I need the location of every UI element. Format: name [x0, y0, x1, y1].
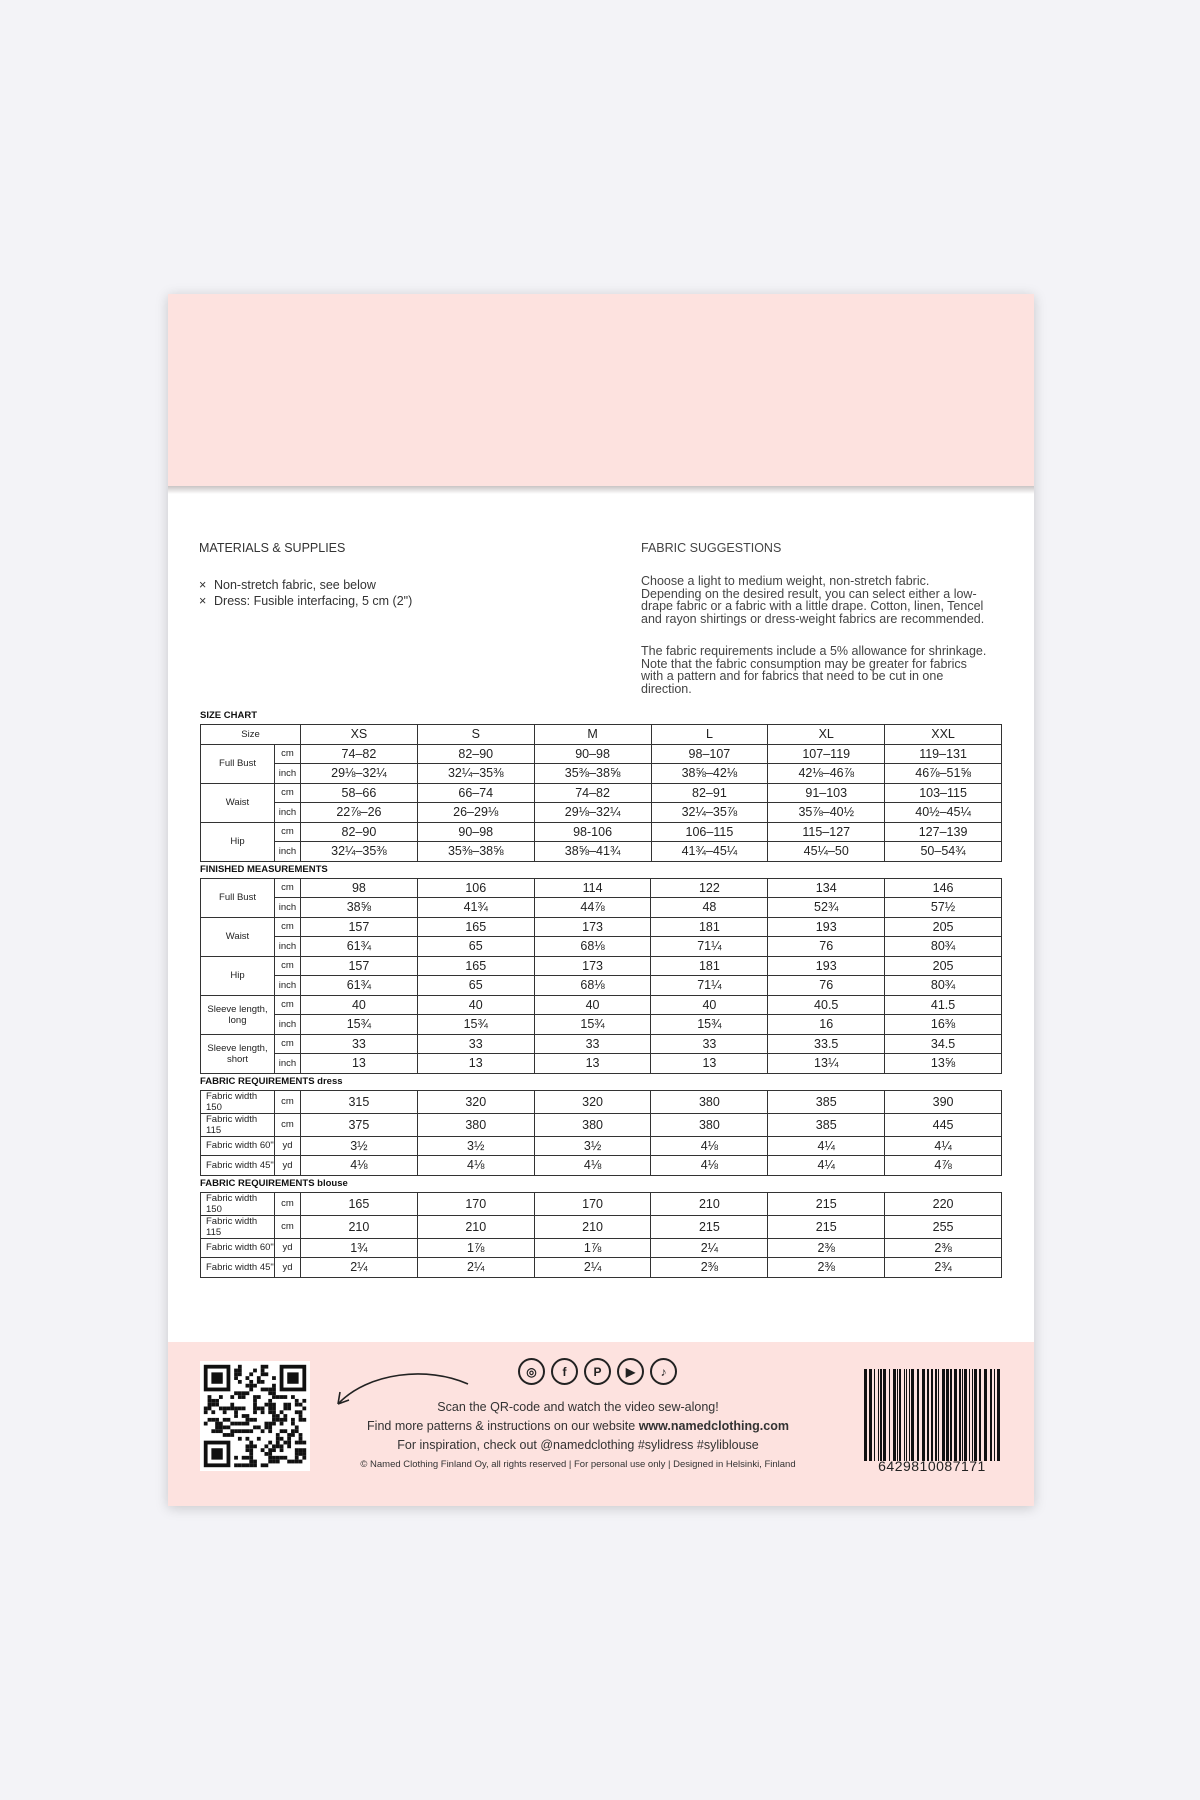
fabric-blouse-table [200, 1192, 1002, 1278]
value-cell: 380 [651, 1113, 768, 1136]
value-cell: 41¾–45¼ [651, 842, 768, 862]
value-cell: 74–82 [534, 783, 651, 803]
unit-cell: cm [275, 995, 301, 1015]
value-cell: 4⅞ [885, 1156, 1002, 1176]
row-label: Hip [201, 822, 275, 861]
value-cell: 4⅛ [301, 1156, 418, 1176]
value-cell: 26–29⅛ [417, 803, 534, 823]
fabric-blouse-title: FABRIC REQUIREMENTS blouse [200, 1177, 348, 1189]
value-cell: 40½–45¼ [885, 803, 1002, 823]
unit-cell: cm [275, 822, 301, 842]
table-row [201, 822, 1002, 842]
row-label: Fabric width 115 [201, 1215, 275, 1238]
value-cell: 210 [417, 1215, 534, 1238]
value-cell: 61¾ [301, 976, 418, 996]
value-cell: 40 [301, 995, 418, 1015]
unit-cell: cm [275, 744, 301, 764]
row-label: Waist [201, 783, 275, 822]
table-row [201, 976, 1002, 996]
value-cell: 13 [651, 1054, 768, 1074]
value-cell: 76 [768, 976, 885, 996]
value-cell: 1¾ [301, 1238, 418, 1258]
unit-cell: inch [275, 898, 301, 918]
value-cell: 40 [417, 995, 534, 1015]
value-cell: 4⅛ [417, 1156, 534, 1176]
value-cell: 32¼–35⅜ [301, 842, 418, 862]
row-label: Sleeve length, long [201, 995, 275, 1034]
value-cell: 181 [651, 956, 768, 976]
size-chart-title: SIZE CHART [200, 710, 257, 721]
value-cell: 50–54¾ [885, 842, 1002, 862]
row-label: Waist [201, 917, 275, 956]
value-cell: 106–115 [651, 822, 768, 842]
value-cell: 220 [885, 1192, 1002, 1215]
value-cell: 114 [534, 878, 651, 898]
value-cell: 4⅛ [651, 1156, 768, 1176]
value-cell: 33.5 [768, 1034, 885, 1054]
size-column-header: L [651, 725, 768, 745]
value-cell: 22⅞–26 [301, 803, 418, 823]
value-cell: 385 [768, 1113, 885, 1136]
table-row [201, 842, 1002, 862]
website-link[interactable]: www.namedclothing.com [638, 1419, 789, 1433]
unit-cell: yd [275, 1156, 301, 1176]
value-cell: 82–91 [651, 783, 768, 803]
value-cell: 181 [651, 917, 768, 937]
value-cell: 173 [534, 956, 651, 976]
unit-cell: cm [275, 956, 301, 976]
value-cell: 90–98 [417, 822, 534, 842]
value-cell: 173 [534, 917, 651, 937]
row-label: Fabric width 115 [201, 1113, 275, 1136]
table-header-row [201, 725, 1002, 745]
finished-measurements-title: FINISHED MEASUREMENTS [200, 863, 328, 875]
bullet-icon: × [199, 578, 207, 592]
unit-cell: yd [275, 1136, 301, 1156]
top-pink-band [168, 294, 1034, 486]
value-cell: 98–107 [651, 744, 768, 764]
value-cell: 98-106 [534, 822, 651, 842]
value-cell: 76 [768, 937, 885, 957]
unit-cell: inch [275, 842, 301, 862]
table-row [201, 744, 1002, 764]
value-cell: 4¼ [885, 1136, 1002, 1156]
value-cell: 15¾ [651, 1015, 768, 1035]
value-cell: 375 [301, 1113, 418, 1136]
value-cell: 82–90 [301, 822, 418, 842]
table-row [201, 937, 1002, 957]
value-cell: 42⅛–46⅞ [768, 764, 885, 784]
value-cell: 385 [768, 1090, 885, 1113]
youtube-icon[interactable]: ▶ [617, 1358, 644, 1385]
value-cell: 380 [417, 1113, 534, 1136]
value-cell: 15¾ [417, 1015, 534, 1035]
value-cell: 315 [301, 1090, 418, 1113]
size-header: Size [201, 725, 301, 745]
table-row [201, 956, 1002, 976]
fabric-paragraph-1: Choose a light to medium weight, non-stretch fabric. Depending on the desired result, you can select either a low-drape fabric or a fabric with a little drape. Cotton, linen, Tencel and rayon shirtings or dress-weight fabrics are recommended. [641, 574, 985, 626]
value-cell: 34.5 [885, 1034, 1002, 1054]
value-cell: 4¼ [768, 1156, 885, 1176]
value-cell: 65 [417, 976, 534, 996]
table-row [201, 1215, 1002, 1238]
value-cell: 320 [417, 1090, 534, 1113]
value-cell: 66–74 [417, 783, 534, 803]
value-cell: 80¾ [885, 937, 1002, 957]
value-cell: 38⅝ [301, 898, 418, 918]
table-row [201, 917, 1002, 937]
footer-band [168, 1342, 1034, 1506]
list-item: × Dress: Fusible interfacing, 5 cm (2") [199, 594, 413, 608]
materials-list [199, 577, 579, 609]
fabric-paragraph-2: The fabric requirements include a 5% allowance for shrinkage. Note that the fabric consumption may be greater for fabrics with a pattern and for fabrics that need to be cut in one direction. [641, 644, 987, 696]
size-column-header: XXL [885, 725, 1002, 745]
size-column-header: XS [301, 725, 418, 745]
value-cell: 91–103 [768, 783, 885, 803]
table-row [201, 1258, 1002, 1278]
value-cell: 107–119 [768, 744, 885, 764]
value-cell: 74–82 [301, 744, 418, 764]
value-cell: 13 [301, 1054, 418, 1074]
table-row [201, 1113, 1002, 1136]
value-cell: 82–90 [417, 744, 534, 764]
value-cell: 35⅜–38⅝ [417, 842, 534, 862]
value-cell: 210 [651, 1192, 768, 1215]
table-row [201, 1054, 1002, 1074]
value-cell: 4⅛ [534, 1156, 651, 1176]
value-cell: 58–66 [301, 783, 418, 803]
value-cell: 40 [534, 995, 651, 1015]
size-column-header: XL [768, 725, 885, 745]
value-cell: 33 [534, 1034, 651, 1054]
unit-cell: cm [275, 1090, 301, 1113]
value-cell: 57½ [885, 898, 1002, 918]
value-cell: 65 [417, 937, 534, 957]
value-cell: 2⅜ [885, 1238, 1002, 1258]
value-cell: 165 [301, 1192, 418, 1215]
value-cell: 40.5 [768, 995, 885, 1015]
row-label: Fabric width 45" [201, 1156, 275, 1176]
value-cell: 146 [885, 878, 1002, 898]
value-cell: 165 [417, 917, 534, 937]
value-cell: 122 [651, 878, 768, 898]
value-cell: 32¼–35⅜ [417, 764, 534, 784]
value-cell: 115–127 [768, 822, 885, 842]
value-cell: 13 [534, 1054, 651, 1074]
unit-cell: inch [275, 764, 301, 784]
qr-code-icon[interactable] [200, 1361, 310, 1471]
value-cell: 380 [651, 1090, 768, 1113]
list-item: × Non-stretch fabric, see below [199, 578, 376, 592]
value-cell: 35⅜–38⅝ [534, 764, 651, 784]
footer-text [358, 1398, 798, 1455]
value-cell: 134 [768, 878, 885, 898]
value-cell: 29⅛–32¼ [301, 764, 418, 784]
row-label: Fabric width 60" [201, 1136, 275, 1156]
row-label: Full Bust [201, 744, 275, 783]
value-cell: 445 [885, 1113, 1002, 1136]
unit-cell: cm [275, 1215, 301, 1238]
footer-line-1: Scan the QR-code and watch the video sew-along! [437, 1400, 719, 1414]
footer-line-2: Find more patterns & instructions on our website www.namedclothing.com [367, 1419, 789, 1433]
size-column-header: S [417, 725, 534, 745]
value-cell: 90–98 [534, 744, 651, 764]
value-cell: 1⅞ [417, 1238, 534, 1258]
measurement-tables [200, 708, 1002, 1278]
value-cell: 127–139 [885, 822, 1002, 842]
unit-cell: cm [275, 1034, 301, 1054]
row-label: Full Bust [201, 878, 275, 917]
table-row [201, 1015, 1002, 1035]
value-cell: 38⅝–41¾ [534, 842, 651, 862]
value-cell: 215 [651, 1215, 768, 1238]
band-shadow [168, 486, 1034, 494]
value-cell: 13¼ [768, 1054, 885, 1074]
value-cell: 4⅛ [651, 1136, 768, 1156]
value-cell: 170 [417, 1192, 534, 1215]
unit-cell: cm [275, 917, 301, 937]
value-cell: 215 [768, 1192, 885, 1215]
facebook-icon[interactable]: f [551, 1358, 578, 1385]
unit-cell: inch [275, 937, 301, 957]
value-cell: 157 [301, 956, 418, 976]
value-cell: 157 [301, 917, 418, 937]
table-row [201, 764, 1002, 784]
value-cell: 119–131 [885, 744, 1002, 764]
unit-cell: cm [275, 878, 301, 898]
value-cell: 41¾ [417, 898, 534, 918]
value-cell: 170 [534, 1192, 651, 1215]
value-cell: 71¼ [651, 937, 768, 957]
table-row [201, 1192, 1002, 1215]
value-cell: 16 [768, 1015, 885, 1035]
social-icons [518, 1358, 677, 1385]
row-label: Fabric width 45" [201, 1258, 275, 1278]
unit-cell: inch [275, 1054, 301, 1074]
value-cell: 68⅛ [534, 937, 651, 957]
table-row [201, 1090, 1002, 1113]
table-row [201, 995, 1002, 1015]
unit-cell: inch [275, 803, 301, 823]
row-label: Fabric width 150 [201, 1090, 275, 1113]
value-cell: 1⅞ [534, 1238, 651, 1258]
value-cell: 205 [885, 917, 1002, 937]
value-cell: 33 [301, 1034, 418, 1054]
fabric-dress-table [200, 1090, 1002, 1176]
value-cell: 2⅜ [651, 1258, 768, 1278]
value-cell: 13⅝ [885, 1054, 1002, 1074]
pattern-envelope-back [168, 294, 1034, 1506]
table-row [201, 878, 1002, 898]
value-cell: 2⅜ [768, 1258, 885, 1278]
value-cell: 15¾ [301, 1015, 418, 1035]
value-cell: 380 [534, 1113, 651, 1136]
pinterest-icon[interactable]: P [584, 1358, 611, 1385]
value-cell: 40 [651, 995, 768, 1015]
fabric-suggestions-title: FABRIC SUGGESTIONS [641, 541, 782, 555]
value-cell: 48 [651, 898, 768, 918]
unit-cell: inch [275, 976, 301, 996]
value-cell: 33 [417, 1034, 534, 1054]
value-cell: 205 [885, 956, 1002, 976]
value-cell: 29⅛–32¼ [534, 803, 651, 823]
unit-cell: cm [275, 1113, 301, 1136]
row-label: Sleeve length, short [201, 1034, 275, 1073]
row-label: Fabric width 150 [201, 1192, 275, 1215]
value-cell: 390 [885, 1090, 1002, 1113]
value-cell: 46⅞–51⅝ [885, 764, 1002, 784]
row-label: Hip [201, 956, 275, 995]
value-cell: 44⅞ [534, 898, 651, 918]
table-row [201, 1156, 1002, 1176]
value-cell: 215 [768, 1215, 885, 1238]
value-cell: 193 [768, 917, 885, 937]
fabric-suggestions-section [641, 541, 991, 695]
materials-title: MATERIALS & SUPPLIES [199, 541, 346, 555]
value-cell: 3½ [417, 1136, 534, 1156]
value-cell: 80¾ [885, 976, 1002, 996]
instagram-icon[interactable]: ◎ [518, 1358, 545, 1385]
value-cell: 71¼ [651, 976, 768, 996]
value-cell: 2¼ [651, 1238, 768, 1258]
copyright-text: © Named Clothing Finland Oy, all rights reserved | For personal use only | Designed in Helsinki, Finland [360, 1459, 796, 1470]
value-cell: 103–115 [885, 783, 1002, 803]
footer-line-3: For inspiration, check out @namedclothing #sylidress #syliblouse [397, 1438, 759, 1452]
value-cell: 210 [301, 1215, 418, 1238]
value-cell: 41.5 [885, 995, 1002, 1015]
value-cell: 68⅛ [534, 976, 651, 996]
value-cell: 61¾ [301, 937, 418, 957]
value-cell: 2¾ [885, 1258, 1002, 1278]
tiktok-icon[interactable]: ♪ [650, 1358, 677, 1385]
value-cell: 4¼ [768, 1136, 885, 1156]
value-cell: 13 [417, 1054, 534, 1074]
table-row [201, 1034, 1002, 1054]
value-cell: 106 [417, 878, 534, 898]
value-cell: 3½ [301, 1136, 418, 1156]
value-cell: 98 [301, 878, 418, 898]
value-cell: 320 [534, 1090, 651, 1113]
table-row [201, 898, 1002, 918]
value-cell: 2¼ [417, 1258, 534, 1278]
table-row [201, 783, 1002, 803]
size-column-header: M [534, 725, 651, 745]
value-cell: 255 [885, 1215, 1002, 1238]
value-cell: 3½ [534, 1136, 651, 1156]
table-row [201, 1136, 1002, 1156]
value-cell: 2¼ [301, 1258, 418, 1278]
table-row [201, 803, 1002, 823]
value-cell: 2¼ [534, 1258, 651, 1278]
materials-section [199, 541, 579, 609]
value-cell: 32¼–35⅞ [651, 803, 768, 823]
bullet-icon: × [199, 594, 207, 608]
value-cell: 2⅜ [768, 1238, 885, 1258]
row-label: Fabric width 60" [201, 1238, 275, 1258]
fabric-dress-title: FABRIC REQUIREMENTS dress [200, 1075, 343, 1087]
value-cell: 193 [768, 956, 885, 976]
value-cell: 45¼–50 [768, 842, 885, 862]
value-cell: 38⅝–42⅛ [651, 764, 768, 784]
table-row [201, 1238, 1002, 1258]
unit-cell: inch [275, 1015, 301, 1035]
unit-cell: cm [275, 783, 301, 803]
unit-cell: yd [275, 1238, 301, 1258]
finished-measurements-table [200, 878, 1002, 1074]
unit-cell: yd [275, 1258, 301, 1278]
value-cell: 210 [534, 1215, 651, 1238]
value-cell: 33 [651, 1034, 768, 1054]
value-cell: 35⅞–40½ [768, 803, 885, 823]
unit-cell: cm [275, 1192, 301, 1215]
barcode-icon [862, 1360, 1002, 1474]
value-cell: 16⅜ [885, 1015, 1002, 1035]
barcode-number: 6429810087171 [878, 1458, 986, 1474]
value-cell: 165 [417, 956, 534, 976]
value-cell: 15¾ [534, 1015, 651, 1035]
value-cell: 52¾ [768, 898, 885, 918]
size-chart-table [200, 724, 1002, 862]
